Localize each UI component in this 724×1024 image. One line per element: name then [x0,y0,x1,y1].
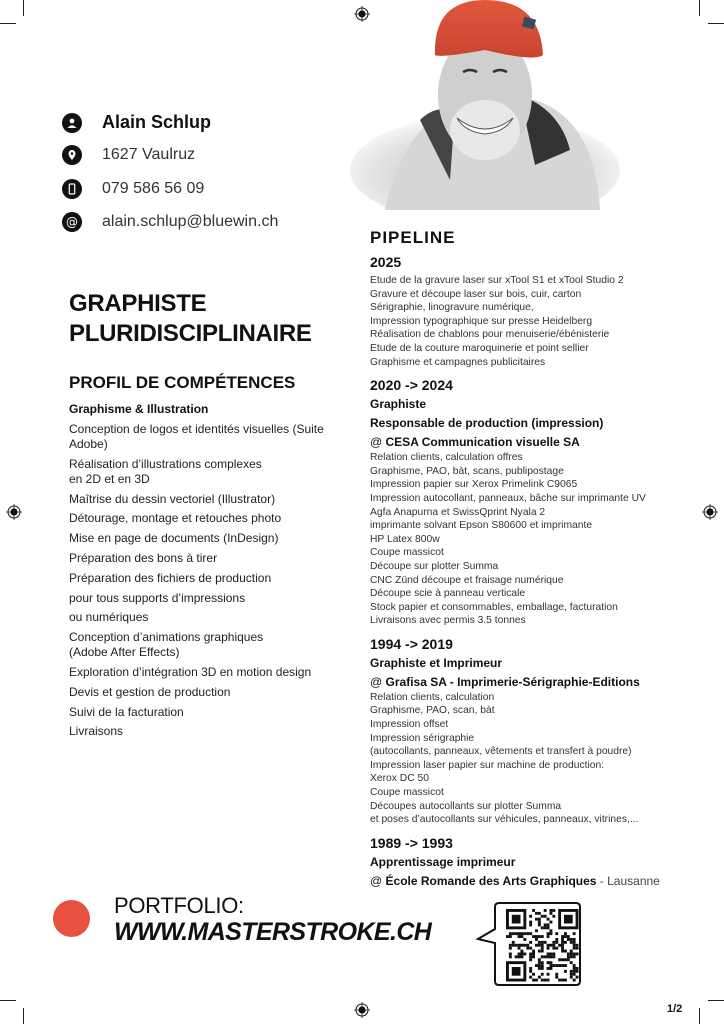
pipeline-detail: Etude de la couture maroquinerie et point sellier [370,342,589,354]
skill-item: pour tous supports d’impressions [69,590,246,605]
location-pin-icon [62,145,82,165]
person-icon [62,113,82,133]
pipeline-detail: Stock papier et consommables, emballage, facturation [370,601,618,613]
contact-name-row [62,112,211,133]
crop-mark [708,1000,724,1001]
pipeline-detail: Impression sérigraphie [370,732,475,744]
portfolio-label: PORTFOLIO: [114,893,244,918]
crop-mark [0,1000,16,1001]
pipeline-role: Apprentissage imprimeur [370,854,516,869]
pipeline-detail: Xerox DC 50 [370,773,429,785]
pipeline-detail: Livraisons avec permis 3.5 tonnes [370,615,526,627]
skill-item: Devis et gestion de production [69,684,231,699]
pipeline-role: Graphiste et Imprimeur [370,655,503,670]
page-number: 1/2 [667,1003,683,1015]
contact-phone-row [62,179,204,199]
pipeline-detail: Etude de la gravure laser sur xTool S1 et xTool Studio 2 [370,275,624,286]
pipeline-detail: CNC Zünd découpe et fraisage numérique [370,574,564,586]
pipeline-detail: Agfa Anapurna et SwissQprint Nyala 2 [370,506,546,518]
pipeline-entry [370,835,700,889]
company-location: - Lausanne [596,873,660,888]
contact-name: Alain Schlup [102,112,212,132]
contact-phone[interactable]: 079 586 56 09 [102,180,205,197]
skill-item: Conception de logos et identités visuelles (Suite Adobe) [69,422,324,451]
skill-item: Réalisation d’illustrations complexes en 2D et en 3D [69,456,262,486]
crop-mark [23,0,24,16]
pipeline-detail: (autocollants, panneaux, vêtements et transfert à poudre) [370,746,632,758]
accent-dot [53,900,90,937]
skill-item: Exploration d’intégration 3D en motion design [69,664,312,679]
skill-item: Suivi de la facturation [69,704,184,719]
pipeline-role: Graphiste [370,397,427,412]
company-prefix: @ [370,873,386,888]
pipeline-detail: Gravure et découpe laser sur bois, cuir, carton [370,288,582,300]
contact-email-row [62,212,278,232]
pipeline-entry [370,254,700,369]
registration-mark-icon [6,504,22,520]
pipeline-detail: Coupe massicot [370,787,444,799]
skill-item: Conception d’animations graphiques (Adobe After Effects) [69,630,264,660]
pipeline-company [370,675,700,690]
pipeline-period: 1989 -> 1993 [370,834,453,851]
crop-mark [708,23,724,24]
pipeline-detail: Découpe scie à panneau verticale [370,588,526,600]
pipeline-detail: Découpe sur plotter Summa [370,560,499,572]
pipeline-detail: Relation clients, calculation offres [370,452,523,464]
company-name: CESA Communication visuelle SA [385,435,580,450]
pipeline-detail: Impression papier sur Xerox Primelink C9065 [370,479,578,491]
skill-item: Détourage, montage et retouches photo [69,511,282,526]
pipeline-detail: HP Latex 800w [370,533,440,545]
pipeline-detail: Impression autocollant, panneaux, bâche sur imprimante UV [370,492,646,504]
title-line-1: GRAPHISTE [69,290,207,317]
pipeline-detail: Impression offset [370,719,449,731]
crop-mark [699,1008,700,1024]
pipeline-period: 2020 -> 2024 [370,377,453,394]
crop-mark [23,1008,24,1024]
portrait-photo [345,0,625,210]
mobile-phone-icon [62,179,82,199]
pipeline-detail: Relation clients, calculation [370,691,495,703]
pipeline-detail: Coupe massicot [370,547,444,559]
pipeline-detail: Impression laser papier sur machine de production: [370,759,605,771]
crop-mark [0,23,16,24]
registration-mark-icon [702,504,718,520]
pipeline-period: 1994 -> 2019 [370,635,453,652]
pipeline-heading: PIPELINE [370,228,456,247]
pipeline-detail: imprimante solvant Epson S80600 et imprimante [370,520,593,532]
skills-list [69,402,354,744]
pipeline-entry [370,377,700,628]
qr-code[interactable] [474,899,584,989]
skill-item: Livraisons [69,724,124,739]
company-name: Grafisa SA - Imprimerie-Sérigraphie-Editions [385,674,640,689]
pipeline-detail: Graphisme et campagnes publicitaires [370,356,546,368]
page-title [69,289,312,349]
company-name: École Romande des Arts Graphiques [385,873,597,888]
skill-item: Préparation des fichiers de production [69,570,272,585]
skills-heading: PROFIL DE COMPÉTENCES [69,373,296,392]
company-prefix: @ [370,674,386,689]
pipeline-list [370,254,700,897]
skill-item: Maîtrise du dessin vectoriel (Illustrator) [69,491,276,506]
at-sign-icon: @ [62,212,82,232]
pipeline-period: 2025 [370,254,402,270]
pipeline-company [370,435,700,450]
skill-item: Mise en page de documents (InDesign) [69,531,279,546]
pipeline-detail: Découpes autocollants sur plotter Summa [370,800,562,812]
contact-location-row [62,145,195,165]
portfolio-link[interactable]: WWW.MASTERSTROKE.CH [114,918,432,946]
contact-location: 1627 Vaulruz [102,146,196,163]
pipeline-detail: et poses d’autocollants sur véhicules, panneaux, vitrines,... [370,814,639,826]
pipeline-entry [370,636,700,827]
pipeline-detail: Graphisme, PAO, bàt, scans, publipostage [370,465,564,477]
pipeline-detail: Impression typographique sur presse Heidelberg [370,315,593,327]
contact-email[interactable]: alain.schlup@bluewin.ch [102,213,279,230]
pipeline-company [370,874,700,889]
skill-item: ou numériques [69,610,149,625]
pipeline-detail: Sérigraphie, linogravure numérique, [370,302,534,314]
registration-mark-icon [354,1002,370,1018]
pipeline-detail: Graphisme, PAO, scan, bàt [370,705,495,717]
skill-item: Préparation des bons à tirer [69,550,218,565]
company-prefix: @ [370,435,386,450]
pipeline-role: Responsable de production (impression) [370,416,604,431]
crop-mark [699,0,700,16]
title-line-2: PLURIDISCIPLINAIRE [69,320,312,347]
pipeline-detail: Réalisation de chablons pour menuiserie/ébénisterie [370,329,610,341]
skills-subheading: Graphisme & Illustration [69,402,209,416]
